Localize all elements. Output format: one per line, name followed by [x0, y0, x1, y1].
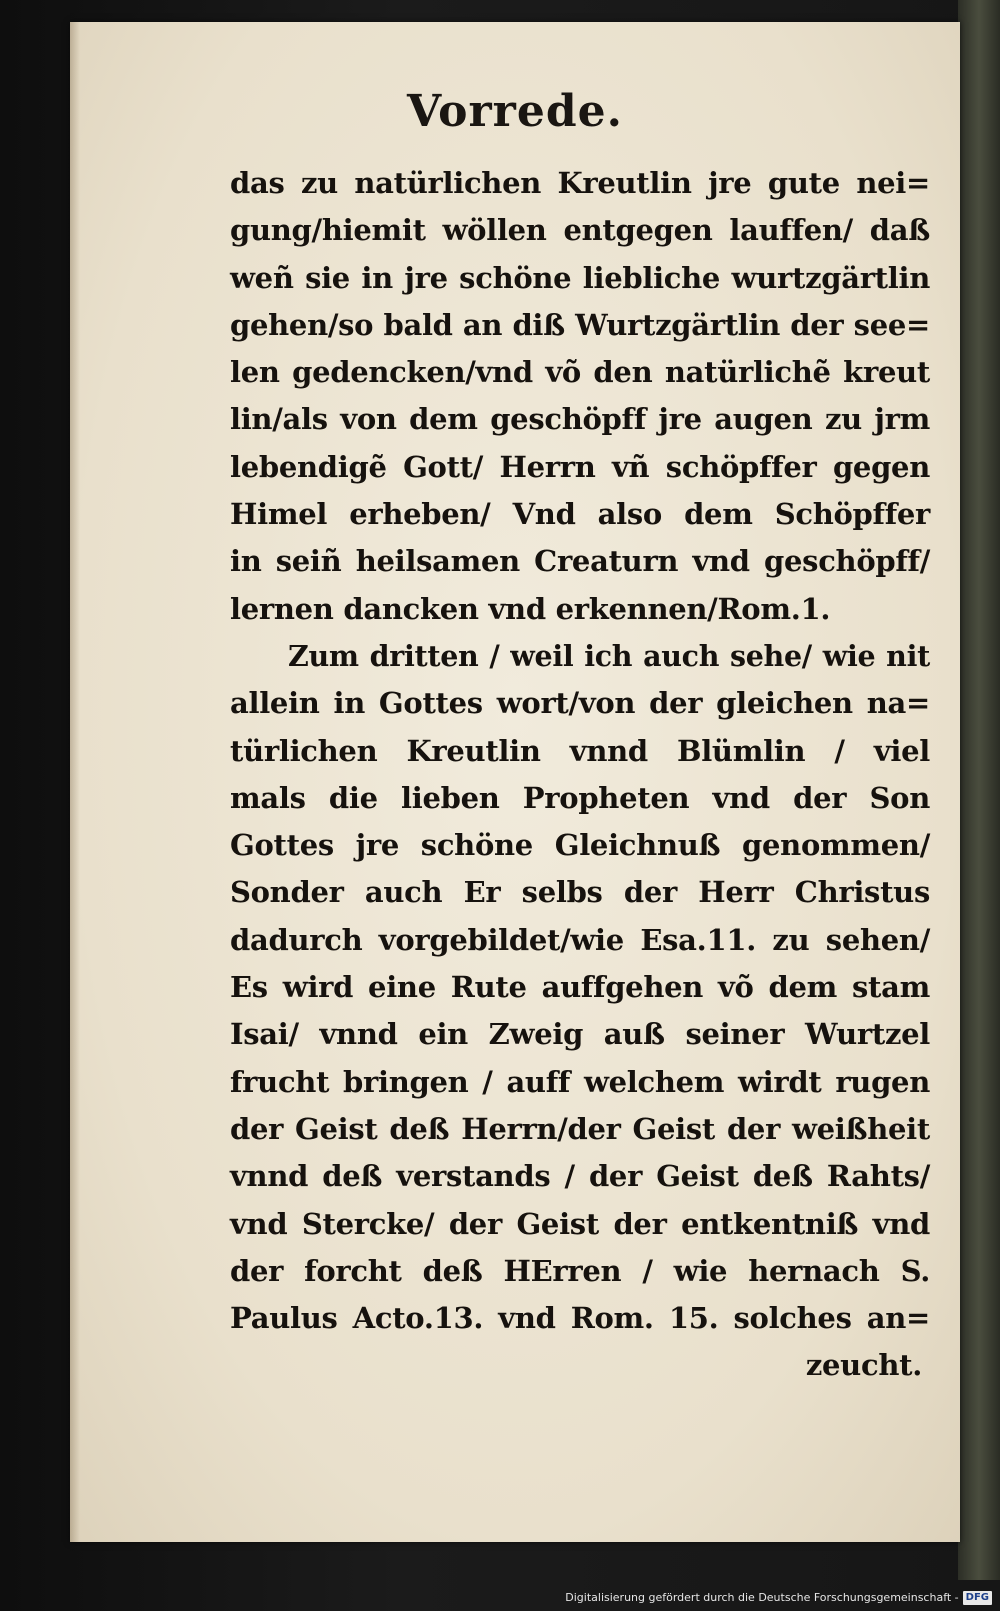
text-line: Himel erheben/ Vnd also dem Schöpffer: [230, 497, 930, 532]
text-line: in seiñ heilsamen Creaturn vnd geschöpff/: [230, 544, 930, 579]
text-line: Paulus Acto.13. vnd Rom. 15. solches an=: [230, 1301, 930, 1336]
dfg-logo: DFG: [963, 1591, 992, 1605]
text-line: das zu natürlichen Kreutlin jre gute nei=: [230, 166, 930, 200]
text-line: mals die lieben Propheten vnd der Son: [230, 780, 930, 815]
text-line: dadurch vorgebildet/wie Esa.11. zu sehen/: [230, 922, 930, 957]
text-line: Es wird eine Rute auffgehen võ dem stam: [230, 970, 930, 1005]
text-line: lin/als von dem geschöpff jre augen zu jrm: [230, 402, 930, 437]
text-line: türlichen Kreutlin vnnd Blümlin / viel: [230, 733, 930, 768]
catchword: zeucht.: [805, 1348, 922, 1383]
text-line: weñ sie in jre schöne liebliche wurtzgärtlin: [230, 260, 930, 295]
book-edge: [958, 0, 1000, 1580]
text-line: gehen/so bald an diß Wurtzgärtlin der see=: [230, 307, 930, 342]
running-head: Vorrede.: [407, 86, 623, 137]
text-line: vnnd deß verstands / der Geist deß Rahts/: [230, 1159, 930, 1194]
text-line: Sonder auch Er selbs der Herr Christus: [230, 875, 930, 910]
text-line: Gottes jre schöne Gleichnuß genommen/: [230, 828, 930, 863]
paragraph-start-line: Zum dritten / weil ich auch sehe/ wie nit: [288, 638, 930, 673]
digitization-credit: [565, 1587, 992, 1609]
text-line: der Geist deß Herrn/der Geist der weißheit: [230, 1111, 930, 1146]
text-line: len gedencken/vnd võ den natürlichẽ kreut: [230, 355, 930, 390]
text-line: gung/hiemit wöllen entgegen lauffen/ daß: [230, 213, 930, 248]
text-line: allein in Gottes wort/von der gleichen na=: [230, 686, 930, 721]
text-line: Isai/ vnnd ein Zweig auß seiner Wurtzel: [230, 1017, 930, 1052]
text-line: vnd Stercke/ der Geist der entkentniß vnd: [230, 1206, 930, 1241]
text-line: lernen dancken vnd erkennen/Rom.1.: [230, 591, 831, 626]
credit-text: Digitalisierung gefördert durch die Deutsche Forschungsgemeinschaft -: [565, 1591, 959, 1604]
text-line: frucht bringen / auff welchem wirdt rugen: [230, 1064, 930, 1099]
page-gutter-shadow: [70, 22, 80, 1542]
text-line: der forcht deß HErren / wie hernach S.: [230, 1253, 930, 1288]
text-line: lebendigẽ Gott/ Herrn vñ schöpffer gegen: [230, 449, 930, 484]
body-text: [230, 160, 930, 1390]
